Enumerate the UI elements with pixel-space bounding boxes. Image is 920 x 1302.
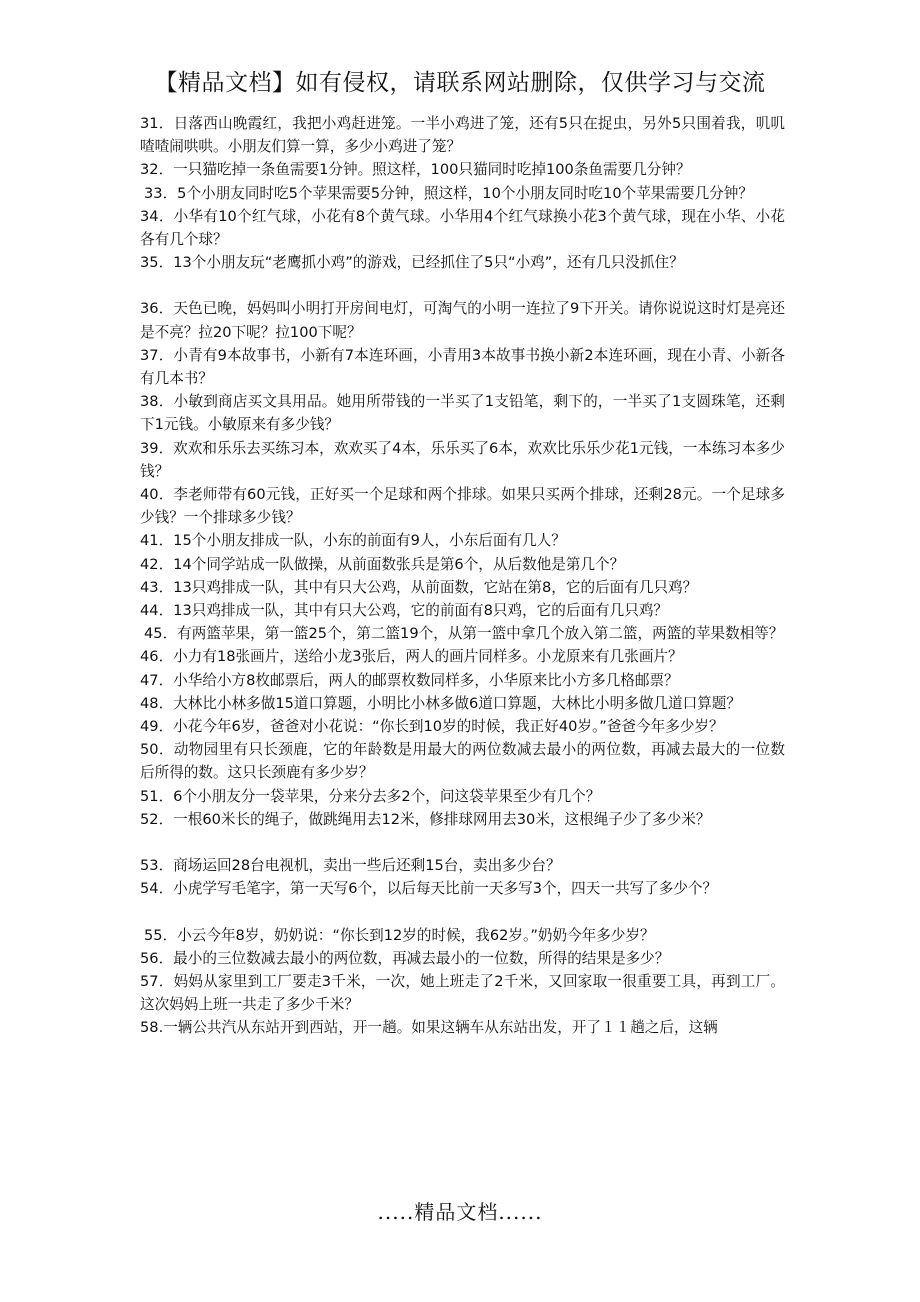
question-49: 49．小花今年6岁，爸爸对小花说：“你长到10岁的时候，我正好40岁。”爸爸今年多少岁？ [140, 718, 724, 736]
question-52: 52．一根60米长的绳子，做跳绳用去12米，修排球网用去30米，这根绳子少了多少米？ [140, 810, 711, 828]
question-35: 35．13个小朋友玩“老鹰抓小鸡”的游戏，已经抓住了5只“小鸡”，还有几只没抓住？ [140, 254, 684, 272]
question-40: 40．李老师带有60元钱，正好买一个足球和两个排球。如果只买两个排球，还剩28元。一个足球多少钱？一个排球多少钱？ [140, 486, 785, 527]
question-56: 56．最小的三位数减去最小的两位数，再减去最小的一位数，所得的结果是多少？ [140, 949, 670, 967]
question-34: 34．小华有10个红气球，小花有8个黄气球。小华用4个红气球换小花3个黄气球，现在小华、小花各有几个球？ [140, 207, 785, 249]
question-33: 33．5个小朋友同时吃5个苹果需要5分钟，照这样，10个小朋友同时吃10个苹果需要几分钟？ [144, 184, 753, 202]
question-46: 46．小力有18张画片，送给小龙3张后，两人的画片同样多。小龙原来有几张画片？ [140, 648, 683, 666]
question-41: 41．15个小朋友排成一队，小东的前面有9人，小东后面有几人？ [140, 532, 566, 550]
question-31: 31．日落西山晚霞红，我把小鸡赶进笼。一半小鸡进了笼，还有5只在捉虫，另外5只围着我，叽叽喳喳闹哄哄。小朋友们算一算，多少小鸡进了笼？ [140, 115, 785, 156]
question-44: 44．13只鸡排成一队，其中有只大公鸡，它的前面有8只鸡，它的后面有几只鸡？ [140, 602, 669, 620]
page-footer-watermark: .....精品文档...... [377, 1200, 543, 1224]
question-50: 50．动物园里有只长颈鹿，它的年龄数是用最大的两位数减去最小的两位数，再减去最大的一位数后所得的数。这只长颈鹿有多少岁？ [140, 741, 785, 782]
question-55: 55．小云今年8岁，奶奶说：“你长到12岁的时候，我62岁。”奶奶今年多少岁？ [144, 926, 655, 944]
question-57: 57．妈妈从家里到工厂要走3千米，一次，她上班走了2千米，又回家取一很重要工具，再到工厂。这次妈妈上班一共走了多少千米？ [140, 972, 785, 1014]
question-42: 42．14个同学站成一队做操，从前面数张兵是第6个，从后数他是第几个？ [140, 555, 625, 573]
question-list [140, 112, 785, 1040]
question-36: 36．天色已晚，妈妈叫小明打开房间电灯，可淘气的小明一连拉了9下开关。请你说说这时灯是亮还是不亮？拉20下呢？拉100下呢？ [140, 300, 785, 341]
question-48: 48．大林比小林多做15道口算题，小明比小林多做6道口算题，大林比小明多做几道口算题？ [140, 694, 741, 712]
question-32: 32．一只猫吃掉一条鱼需要1分钟。照这样，100只猫同时吃掉100条鱼需要几分钟？ [140, 161, 691, 179]
question-47: 47．小华给小方8枚邮票后，两人的邮票枚数同样多，小华原来比小方多几格邮票？ [140, 671, 679, 689]
question-58: 58.一辆公共汽从东站开到西站，开一趟。如果这辆车从东站出发，开了１１趟之后，这辆 [140, 1019, 718, 1037]
question-54: 54．小虎学写毛笔字，第一天写6个，以后每天比前一天多写3个，四天一共写了多少个？ [140, 880, 718, 898]
question-45: 45．有两篮苹果，第一篮25个，第二篮19个，从第一篮中拿几个放入第二篮，两篮的苹果数相等？ [144, 625, 784, 643]
question-37: 37．小青有9本故事书，小新有7本连环画，小青用3本故事书换小新2本连环画，现在小青、小新各有几本书？ [140, 346, 785, 388]
question-38: 38．小敏到商店买文具用品。她用所带钱的一半买了1支铅笔，剩下的，一半买了1支圆珠笔，还剩下1元钱。小敏原来有多少钱？ [140, 393, 785, 434]
question-43: 43．13只鸡排成一队，其中有只大公鸡，从前面数，它站在第8，它的后面有几只鸡？ [140, 578, 698, 596]
question-51: 51．6个小朋友分一袋苹果，分来分去多2个，问这袋苹果至少有几个？ [140, 787, 601, 805]
question-53: 53．商场运回28台电视机，卖出一些后还剩15台，卖出多少台？ [140, 857, 561, 875]
page-header-watermark: 【精品文档】如有侵权，请联系网站删除，仅供学习与交流 [154, 70, 766, 96]
question-39: 39．欢欢和乐乐去买练习本，欢欢买了4本，乐乐买了6本，欢欢比乐乐少花1元钱，一本练习本多少钱？ [140, 439, 785, 480]
